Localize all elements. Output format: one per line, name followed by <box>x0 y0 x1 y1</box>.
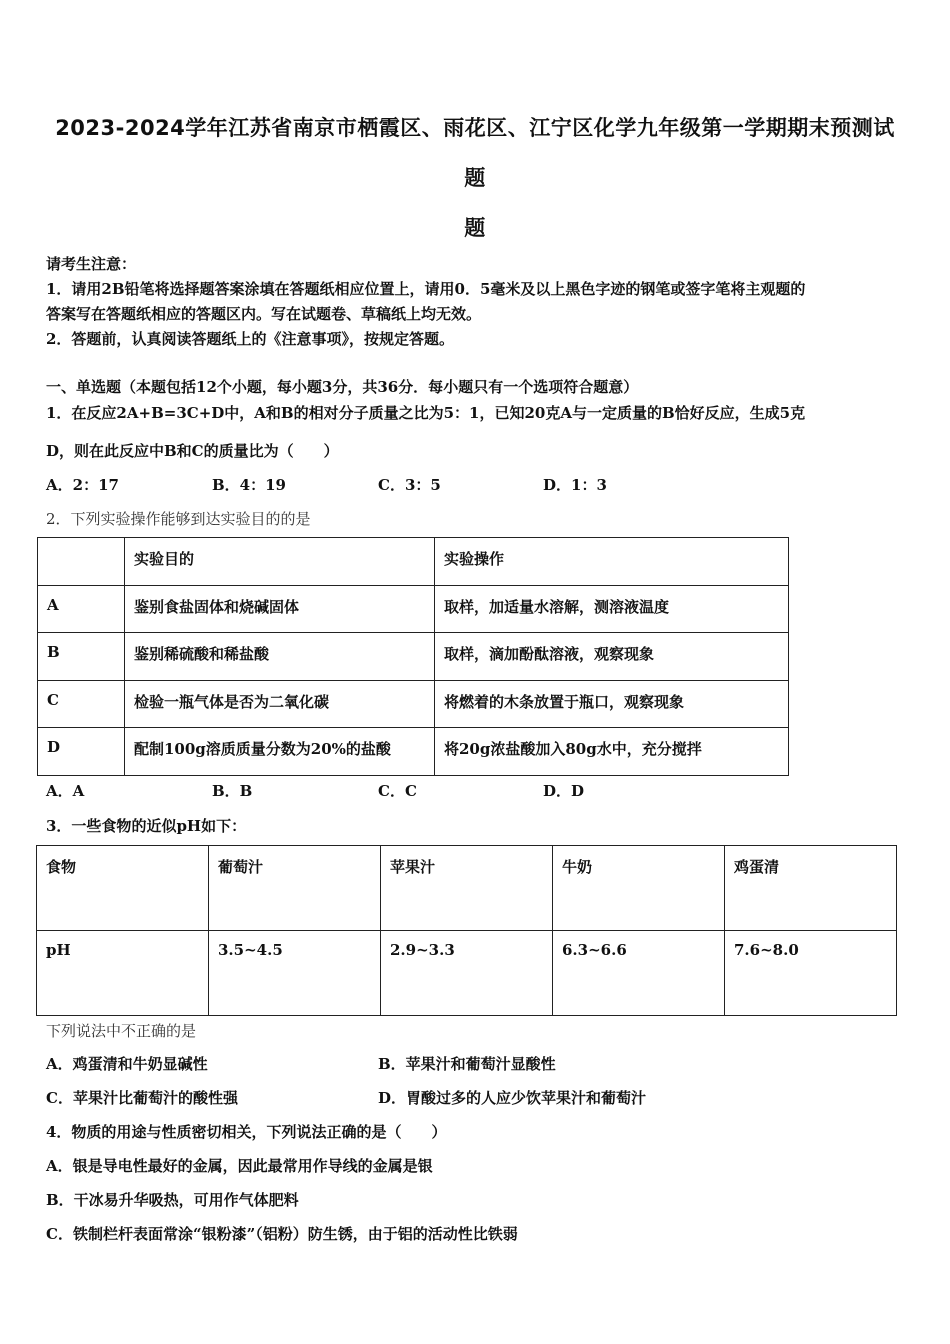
q2-stem: 2．下列实验操作能够到达实验目的的是 <box>46 510 311 528</box>
q2-option-a: A．A <box>46 782 85 800</box>
q2-option-c: C．C <box>378 782 417 800</box>
q3-option-c: C．苹果汁比葡萄汁的酸性强 <box>46 1089 238 1107</box>
q4-option-a: A．银是导电性最好的金属，因此最常用作导线的金属是银 <box>46 1157 433 1175</box>
table-cell: 牛奶 <box>553 846 725 931</box>
table-row <box>38 681 789 728</box>
table-cell: 取样，滴加酚酞溶液，观察现象 <box>435 633 789 681</box>
section-heading: 一、单选题（本题包括12个小题，每小题3分，共36分．每小题只有一个选项符合题意） <box>46 378 639 396</box>
table-cell: 实验操作 <box>435 538 789 586</box>
q4-stem: 4．物质的用途与性质密切相关，下列说法正确的是（ ） <box>46 1123 447 1141</box>
table-cell: 配制100g溶质质量分数为20%的盐酸 <box>125 728 435 776</box>
q3-stem: 3．一些食物的近似pH如下： <box>46 817 247 835</box>
notice-item2: 2．答题前，认真阅读答题纸上的《注意事项》，按规定答题。 <box>46 330 454 348</box>
table-cell: 葡萄汁 <box>209 846 381 931</box>
table-cell: 食物 <box>37 846 209 931</box>
q1-stem-line2: D，则在此反应中B和C的质量比为（ ） <box>46 442 339 460</box>
page-title-line3: 题 <box>464 216 486 240</box>
q2-option-b: B．B <box>212 782 253 800</box>
q1-stem-line1: 1．在反应2A+B=3C+D中，A和B的相对分子质量之比为5：1，已知20克A与一定质量的B恰好反应，生成5克 <box>46 404 806 422</box>
notice-item1-line2: 答案写在答题纸相应的答题区内。写在试题卷、草稿纸上均无效。 <box>46 305 482 323</box>
q2-option-d: D．D <box>543 782 585 800</box>
q3-option-a: A．鸡蛋清和牛奶显碱性 <box>46 1055 208 1073</box>
q3-question: 下列说法中不正确的是 <box>46 1022 197 1040</box>
q1-option-d: D．1：3 <box>543 476 607 494</box>
notice-heading: 请考生注意： <box>46 255 137 273</box>
table-cell: 检验一瓶气体是否为二氧化碳 <box>125 681 435 728</box>
table-cell: 鉴别食盐固体和烧碱固体 <box>125 586 435 633</box>
table-cell: 将20g浓盐酸加入80g水中，充分搅拌 <box>435 728 789 776</box>
table-row <box>37 931 897 1016</box>
table-cell: 取样，加适量水溶解，测溶液温度 <box>435 586 789 633</box>
table-cell: 6.3~6.6 <box>553 931 725 1016</box>
table-row <box>38 633 789 681</box>
table-cell: 2.9~3.3 <box>381 931 553 1016</box>
table-cell: D <box>38 728 125 776</box>
q1-option-b: B．4：19 <box>212 476 286 494</box>
page-title-line1: 2023-2024学年江苏省南京市栖霞区、雨花区、江宁区化学九年级第一学期期末预测试 <box>55 116 895 140</box>
page-title-line2: 题 <box>464 166 486 190</box>
table-cell: pH <box>37 931 209 1016</box>
table-cell: 7.6~8.0 <box>725 931 897 1016</box>
q3-table <box>36 845 897 1016</box>
table-header-row <box>38 538 789 586</box>
q4-option-c: C．铁制栏杆表面常涂“银粉漆”（铝粉）防生锈，由于铝的活动性比铁弱 <box>46 1225 518 1243</box>
table-cell: 3.5~4.5 <box>209 931 381 1016</box>
table-cell: 将燃着的木条放置于瓶口，观察现象 <box>435 681 789 728</box>
table-cell: 鉴别稀硫酸和稀盐酸 <box>125 633 435 681</box>
table-cell: B <box>38 633 125 681</box>
table-cell: 实验目的 <box>125 538 435 586</box>
table-cell <box>38 538 125 586</box>
q1-option-c: C．3：5 <box>378 476 441 494</box>
table-cell: 鸡蛋清 <box>725 846 897 931</box>
table-cell: C <box>38 681 125 728</box>
q2-table <box>37 537 789 776</box>
table-row <box>38 586 789 633</box>
q3-option-b: B．苹果汁和葡萄汁显酸性 <box>378 1055 556 1073</box>
table-row <box>38 728 789 776</box>
table-header-row <box>37 846 897 931</box>
notice-item1-line1: 1．请用2B铅笔将选择题答案涂填在答题纸相应位置上，请用0．5毫米及以上黑色字迹的钢笔或签字笔将主观题的 <box>46 280 806 298</box>
q1-option-a: A．2：17 <box>46 476 119 494</box>
table-cell: 苹果汁 <box>381 846 553 931</box>
q4-option-b: B．干冰易升华吸热，可用作气体肥料 <box>46 1191 299 1209</box>
q3-option-d: D．胃酸过多的人应少饮苹果汁和葡萄汁 <box>378 1089 647 1107</box>
table-cell: A <box>38 586 125 633</box>
